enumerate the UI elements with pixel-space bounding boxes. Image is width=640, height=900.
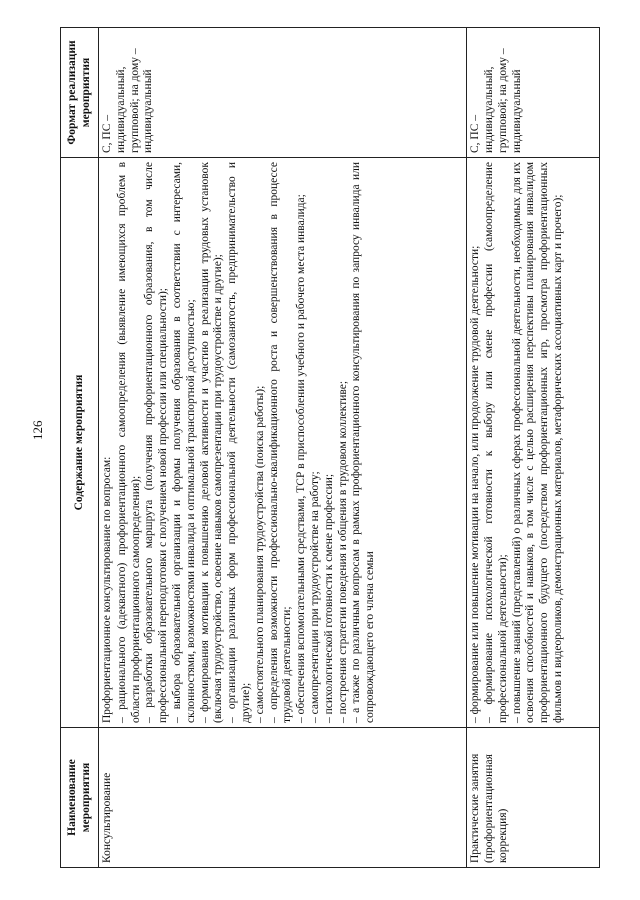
table-header-row xyxy=(61,28,99,868)
table-row xyxy=(99,28,467,868)
content-intro: Профориентационное консультирование по вопросам: xyxy=(101,456,113,723)
list-item: – определения возможности профессионально-квалификационного роста и совершенствования в процессе трудовой деятельности; xyxy=(268,162,296,723)
list-item: – рационального (адекватного) профориентационного самоопределения (выявление имеющихся проблем в области профориентационного самоопределения); xyxy=(116,162,144,723)
content-list xyxy=(469,162,566,723)
list-item: – самопрезентации при трудоустройстве на работу; xyxy=(309,162,323,723)
event-format-cell: С, ПС – индивидуальный, групповой; на дому – индивидуальный xyxy=(467,28,600,158)
list-item: – психологической готовности к смене профессии; xyxy=(323,162,337,723)
events-table xyxy=(60,27,600,868)
rotated-table-container xyxy=(60,28,600,868)
event-name-cell: Практические занятия (профориентационная коррекция) xyxy=(467,728,600,868)
list-item: – формирование или повышение мотивации на начало, или продолжение трудовой деятельности; xyxy=(469,162,483,723)
event-name-cell: Консультирование xyxy=(99,728,467,868)
list-item: – а также по различным вопросам в рамках профориентационного консультирования по запросу инвалида или сопровождающего его члена семьи xyxy=(350,162,378,723)
event-content-cell xyxy=(467,158,600,728)
list-item: – построения стратегии поведения и общения в трудовом коллективе; xyxy=(337,162,351,723)
content-list xyxy=(116,162,378,723)
list-item: – самостоятельного планирования трудоустройства (поиска работы); xyxy=(254,162,268,723)
header-event-format: Формат реализации мероприятия xyxy=(61,28,99,158)
header-event-name: Наименование мероприятия xyxy=(61,728,99,868)
list-item: – повышение знаний (представлений) о различных сферах профессиональной деятельности, необходимых для их освоения способностей и навыков, в том числе с целью расширения перспективы планирования инвалидом профориентационного будущего (посредством профориентационных игр, просмотра профориентационных фильмов и видеороликов, демонстрационных материалов, метафорических ассоциативных карт и прочего); xyxy=(511,162,566,723)
list-item: – формирования мотивации к повышению деловой активности и участию в реализации трудовых установок (включая трудоустройство, освоение навыков самопрезентации при трудоустройстве и другие); xyxy=(199,162,227,723)
list-item: – обеспечения вспомогательными средствами, ТСР в приспособлении учебного и рабочего места инвалида; xyxy=(295,162,309,723)
table-row xyxy=(467,28,600,868)
event-content-cell xyxy=(99,158,467,728)
page-number: 126 xyxy=(30,420,45,440)
header-event-content: Содержание мероприятия xyxy=(61,158,99,728)
list-item: – организации различных форм профессиональной деятельности (самозанятость, предпринимательство и другие); xyxy=(226,162,254,723)
event-format-cell: С, ПС – индивидуальный, групповой; на дому – индивидуальный xyxy=(99,28,467,158)
list-item: – разработки образовательного маршрута (получения профориентационного образования, в том числе профессиональной переподготовки с получением новой профессии или специальности); xyxy=(143,162,171,723)
list-item: – выбора образовательной организации и формы получения образования в соответствии с интересами, склонностями, возможностями инвалида и оптимальной транспортной доступностью; xyxy=(171,162,199,723)
list-item: – формирование психологической готовности к выбору или смене профессии (самоопределение профессиональной деятельности); xyxy=(483,162,511,723)
